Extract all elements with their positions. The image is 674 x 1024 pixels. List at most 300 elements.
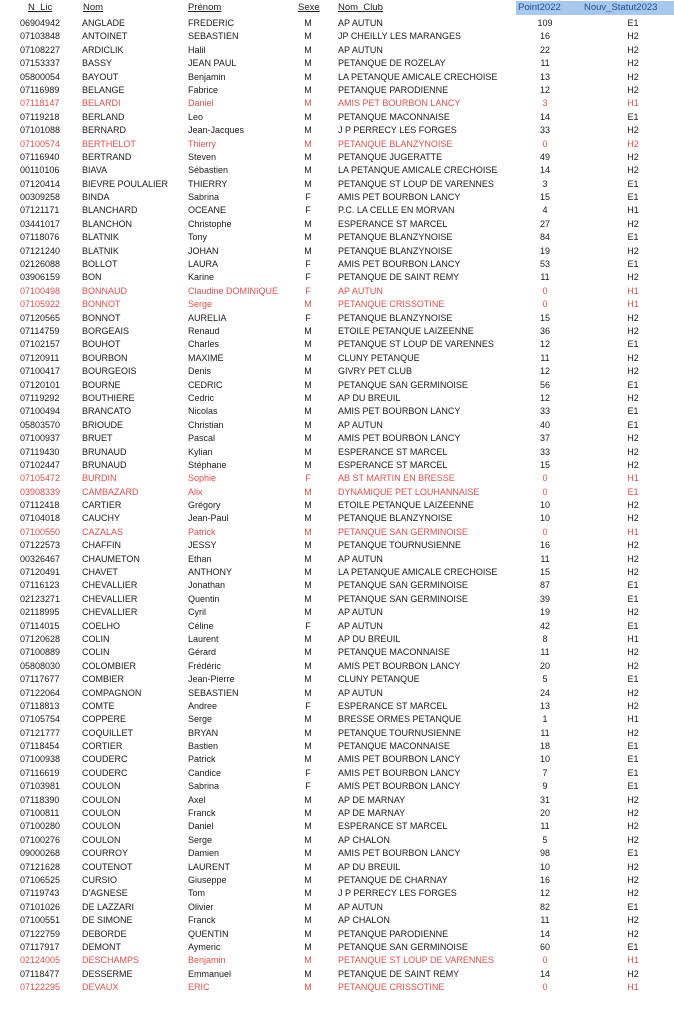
cell-club: ESPERANCE ST MARCEL	[338, 700, 448, 711]
cell-points: 82	[539, 901, 550, 912]
cell-club: ESPERANCE ST MARCEL	[338, 459, 448, 470]
cell-prenom: LAURENT	[188, 861, 231, 872]
cell-points: 24	[539, 687, 550, 698]
table-row	[0, 794, 674, 807]
cell-sexe: F	[305, 285, 311, 296]
cell-sexe: M	[304, 98, 312, 109]
table-row	[0, 325, 674, 338]
cell-prenom: Jean-Jacques	[188, 125, 245, 136]
cell-sexe: M	[304, 888, 312, 899]
cell-sexe: M	[304, 419, 312, 430]
cell-statut: E1	[627, 406, 639, 417]
header-sexe: Sexe	[298, 2, 320, 13]
cell-points: 8	[542, 633, 548, 644]
cell-points: 20	[539, 660, 550, 671]
cell-licence: 07100551	[20, 915, 61, 926]
cell-nom: CAMBAZARD	[82, 486, 139, 497]
cell-prenom: Leo	[188, 111, 204, 122]
cell-nom: DESCHAMPS	[82, 955, 140, 966]
cell-sexe: M	[304, 71, 312, 82]
cell-licence: 03908339	[20, 486, 61, 497]
cell-statut: H2	[627, 44, 639, 55]
cell-licence: 07100550	[20, 526, 61, 537]
cell-nom: BOLLOT	[82, 259, 118, 270]
table-row	[0, 767, 674, 780]
cell-nom: CAZALAS	[82, 526, 124, 537]
cell-nom: BONNAUD	[82, 285, 128, 296]
table-row	[0, 740, 674, 753]
cell-prenom: Serge	[188, 299, 213, 310]
cell-prenom: THIERRY	[188, 178, 228, 189]
cell-sexe: M	[304, 299, 312, 310]
cell-points: 0	[542, 473, 548, 484]
cell-nom: CORTIER	[82, 741, 123, 752]
cell-prenom: LAURA	[188, 259, 219, 270]
cell-club: AP DE MARNAY	[338, 808, 406, 819]
cell-points: 15	[539, 567, 550, 578]
cell-club: AP AUTUN	[338, 901, 383, 912]
cell-prenom: Daniel	[188, 98, 214, 109]
cell-sexe: M	[304, 901, 312, 912]
cell-club: AP AUTUN	[338, 553, 383, 564]
cell-nom: BORGEAIS	[82, 325, 130, 336]
cell-statut: H1	[627, 299, 639, 310]
cell-sexe: M	[304, 433, 312, 444]
cell-nom: BOURNE	[82, 379, 121, 390]
cell-points: 7	[542, 767, 548, 778]
cell-points: 87	[539, 580, 550, 591]
cell-points: 33	[539, 446, 550, 457]
cell-points: 11	[540, 352, 550, 363]
cell-club: PETANQUE PARODIENNE	[338, 928, 449, 939]
cell-points: 0	[542, 285, 548, 296]
cell-sexe: M	[304, 125, 312, 136]
cell-nom: COLOMBIER	[82, 660, 137, 671]
cell-sexe: M	[304, 928, 312, 939]
cell-nom: CAUCHY	[82, 513, 121, 524]
cell-points: 11	[540, 915, 550, 926]
cell-licence: 07118477	[20, 968, 60, 979]
cell-nom: BERTRAND	[82, 151, 132, 162]
cell-prenom: Jean-Paul	[188, 513, 229, 524]
cell-sexe: M	[304, 633, 312, 644]
cell-club: PETANQUE SAN GERMINOISE	[338, 526, 468, 537]
table-row	[0, 673, 674, 686]
cell-club: AMIS PET BOURBON LANCY	[338, 98, 461, 109]
cell-prenom: FREDERIC	[188, 18, 235, 28]
cell-licence: 07100889	[20, 647, 61, 658]
cell-nom: COELHO	[82, 620, 121, 631]
cell-statut: E1	[627, 593, 639, 604]
table-header	[0, 0, 674, 17]
cell-nom: BASSY	[82, 58, 113, 69]
table-body	[0, 17, 674, 995]
cell-prenom: Serge	[188, 834, 213, 845]
cell-nom: COMTE	[82, 700, 115, 711]
cell-nom: CHEVALLIER	[82, 607, 138, 618]
cell-nom: BOUHOT	[82, 339, 121, 350]
cell-sexe: M	[304, 366, 312, 377]
cell-prenom: Thierry	[188, 138, 217, 149]
cell-prenom: Cedric	[188, 392, 215, 403]
cell-points: 16	[539, 875, 550, 885]
cell-club: AP DU BREUIL	[338, 392, 401, 403]
cell-nom: BLATNIK	[82, 245, 119, 256]
cell-sexe: M	[304, 526, 312, 537]
cell-points: 13	[539, 71, 550, 82]
table-row	[0, 486, 674, 499]
cell-statut: H2	[627, 513, 639, 524]
cell-licence: 00309258	[20, 192, 61, 203]
cell-prenom: Gérard	[188, 647, 217, 658]
cell-nom: COPPERE	[82, 714, 127, 725]
cell-prenom: Alix	[188, 486, 203, 497]
cell-statut: H2	[627, 433, 639, 444]
cell-prenom: Nicolas	[188, 406, 218, 417]
cell-points: 12	[539, 366, 550, 377]
table-row	[0, 660, 674, 673]
cell-prenom: Tony	[188, 232, 208, 243]
table-row	[0, 379, 674, 392]
cell-prenom: Andree	[188, 700, 218, 711]
cell-points: 84	[539, 232, 550, 243]
cell-statut: H2	[627, 325, 639, 336]
cell-prenom: Cyril	[188, 607, 206, 618]
cell-prenom: Renaud	[188, 325, 220, 336]
table-row	[0, 218, 674, 231]
cell-prenom: SEBASTIEN	[188, 687, 239, 698]
cell-club: PETANQUE DE ROZELAY	[338, 58, 446, 69]
cell-club: ESPERANCE ST MARCEL	[338, 446, 448, 457]
cell-nom: DE LAZZARI	[82, 901, 135, 912]
cell-licence: 07121777	[20, 727, 61, 738]
table-row	[0, 713, 674, 726]
cell-prenom: Patrick	[188, 526, 216, 537]
cell-points: 10	[539, 861, 550, 872]
cell-nom: BLATNIK	[82, 232, 119, 243]
cell-licence: 07103981	[20, 781, 61, 792]
cell-club: AP AUTUN	[338, 687, 383, 698]
cell-prenom: Laurent	[188, 633, 219, 644]
cell-club: AP AUTUN	[338, 285, 383, 296]
cell-licence: 02126088	[20, 259, 61, 270]
cell-nom: COLIN	[82, 647, 110, 658]
cell-licence: 07119218	[20, 111, 60, 122]
table-row	[0, 44, 674, 57]
cell-sexe: F	[305, 205, 311, 216]
cell-licence: 07102447	[20, 459, 61, 470]
cell-licence: 07120414	[20, 178, 61, 189]
cell-prenom: Benjamin	[188, 71, 226, 82]
table-row	[0, 472, 674, 485]
cell-licence: 07120101	[20, 379, 61, 390]
cell-sexe: M	[304, 861, 312, 872]
cell-statut: E1	[627, 901, 639, 912]
cell-club: PETANQUE DE CHARNAY	[338, 875, 448, 885]
cell-nom: COUDERC	[82, 767, 128, 778]
cell-licence: 05800054	[20, 71, 61, 82]
cell-points: 19	[539, 245, 550, 256]
cell-club: PETANQUE CRISSOTINE	[338, 299, 445, 310]
cell-sexe: M	[304, 875, 312, 885]
cell-nom: COQUILLET	[82, 727, 134, 738]
cell-club: LA PETANQUE AMICALE CRECHOISE	[338, 567, 498, 578]
table-row	[0, 298, 674, 311]
cell-points: 3	[542, 98, 548, 109]
table-row	[0, 646, 674, 659]
cell-prenom: Tom	[188, 888, 206, 899]
cell-nom: BIAVA	[82, 165, 108, 176]
cell-points: 14	[539, 111, 550, 122]
cell-licence: 07118076	[20, 232, 60, 243]
table-row	[0, 633, 674, 646]
cell-sexe: M	[304, 968, 312, 979]
cell-licence: 07116940	[20, 151, 60, 162]
cell-prenom: Grégory	[188, 500, 221, 511]
cell-nom: BLANCHON	[82, 218, 133, 229]
cell-prenom: Sabrina	[188, 781, 220, 792]
cell-prenom: Karine	[188, 272, 215, 283]
cell-statut: E1	[627, 580, 639, 591]
cell-statut: E1	[627, 486, 639, 497]
cell-statut: H2	[627, 245, 639, 256]
table-row	[0, 753, 674, 766]
cell-statut: H2	[627, 647, 639, 658]
cell-statut: H2	[627, 540, 639, 551]
cell-nom: BINDA	[82, 192, 110, 203]
cell-sexe: M	[304, 151, 312, 162]
cell-club: AB ST MARTIN EN BRESSE	[338, 473, 455, 484]
cell-points: 42	[539, 620, 550, 631]
cell-prenom: JOHAN	[188, 245, 219, 256]
table-row	[0, 941, 674, 954]
cell-nom: BOURGEOIS	[82, 366, 137, 377]
cell-statut: H2	[627, 821, 639, 832]
cell-statut: H2	[627, 500, 639, 511]
cell-points: 0	[542, 486, 548, 497]
cell-statut: E1	[627, 754, 639, 765]
cell-statut: H2	[627, 352, 639, 363]
cell-statut: H2	[627, 888, 639, 899]
cell-sexe: M	[304, 808, 312, 819]
cell-points: 11	[540, 727, 550, 738]
cell-nom: CHEVALLIER	[82, 593, 138, 604]
cell-statut: H2	[627, 834, 639, 845]
cell-club: PETANQUE PARODIENNE	[338, 84, 449, 95]
cell-nom: DESSERME	[82, 968, 133, 979]
table-row	[0, 446, 674, 459]
cell-prenom: Steven	[188, 151, 217, 162]
cell-club: ETOILE PETANQUE LAIZEENNE	[338, 500, 474, 511]
cell-points: 27	[539, 218, 550, 229]
cell-nom: BRANCATO	[82, 406, 132, 417]
cell-points: 10	[539, 500, 550, 511]
table-row	[0, 124, 674, 137]
cell-licence: 07114759	[20, 325, 60, 336]
cell-statut: E1	[627, 111, 639, 122]
cell-statut: H2	[627, 138, 639, 149]
cell-nom: BERNARD	[82, 125, 127, 136]
cell-prenom: Christophe	[188, 218, 232, 229]
cell-licence: 07117677	[20, 674, 60, 685]
cell-sexe: F	[305, 192, 311, 203]
cell-licence: 07121240	[20, 245, 61, 256]
cell-club: PETANQUE ST LOUP DE VARENNES	[338, 339, 494, 350]
cell-points: 12	[539, 392, 550, 403]
cell-statut: H2	[627, 366, 639, 377]
cell-statut: E1	[627, 767, 639, 778]
cell-points: 9	[542, 781, 548, 792]
cell-licence: 07122295	[20, 982, 61, 993]
table-row	[0, 245, 674, 258]
cell-nom: DEBORDE	[82, 928, 127, 939]
cell-prenom: Claudine DOMINIQUE	[188, 285, 279, 296]
cell-prenom: BRYAN	[188, 727, 219, 738]
table-row	[0, 365, 674, 378]
cell-statut: H2	[627, 272, 639, 283]
cell-sexe: M	[304, 714, 312, 725]
cell-club: AMIS PET BOURBON LANCY	[338, 406, 461, 417]
table-row	[0, 526, 674, 539]
cell-points: 10	[539, 754, 550, 765]
cell-prenom: Sophie	[188, 473, 217, 484]
cell-nom: COMPAGNON	[82, 687, 142, 698]
table-row	[0, 727, 674, 740]
cell-statut: H2	[627, 861, 639, 872]
cell-club: AP DU BREUIL	[338, 633, 401, 644]
cell-statut: E1	[627, 848, 639, 859]
cell-sexe: M	[304, 674, 312, 685]
table-row	[0, 593, 674, 606]
cell-nom: BRUET	[82, 433, 113, 444]
cell-club: AP AUTUN	[338, 44, 383, 55]
cell-statut: E1	[627, 259, 639, 270]
cell-statut: H2	[627, 794, 639, 805]
cell-prenom: SEBASTIEN	[188, 31, 239, 42]
cell-nom: COULON	[82, 821, 121, 832]
table-row	[0, 432, 674, 445]
cell-statut: H2	[627, 165, 639, 176]
cell-nom: BELARDI	[82, 98, 121, 109]
cell-nom: COLIN	[82, 633, 110, 644]
cell-statut: H2	[627, 607, 639, 618]
cell-sexe: M	[304, 178, 312, 189]
cell-licence: 07100494	[20, 406, 61, 417]
cell-sexe: M	[304, 459, 312, 470]
cell-prenom: Céline	[188, 620, 214, 631]
table-row	[0, 954, 674, 967]
cell-club: AP CHALON	[338, 915, 390, 926]
cell-statut: H2	[627, 84, 639, 95]
cell-statut: H2	[627, 928, 639, 939]
cell-club: GIVRY PET CLUB	[338, 366, 413, 377]
cell-club: PETANQUE DE SAINT REMY	[338, 968, 460, 979]
table-row	[0, 968, 674, 981]
cell-sexe: M	[304, 821, 312, 832]
cell-sexe: M	[304, 406, 312, 417]
cell-sexe: M	[304, 486, 312, 497]
table-row	[0, 191, 674, 204]
cell-sexe: M	[304, 915, 312, 926]
cell-points: 5	[542, 834, 548, 845]
cell-licence: 07104018	[20, 513, 61, 524]
table-row	[0, 887, 674, 900]
cell-licence: 07118147	[20, 98, 60, 109]
cell-nom: BERTHELOT	[82, 138, 136, 149]
cell-nom: BLANCHARD	[82, 205, 138, 216]
cell-statut: H2	[627, 567, 639, 578]
table-row	[0, 687, 674, 700]
cell-points: 22	[539, 44, 550, 55]
cell-points: 0	[542, 982, 548, 993]
cell-club: CLUNY PETANQUE	[338, 352, 420, 363]
cell-licence: 07116989	[20, 84, 60, 95]
cell-statut: H2	[627, 58, 639, 69]
cell-sexe: M	[304, 500, 312, 511]
cell-nom: CURSIO	[82, 875, 118, 885]
cell-licence: 07100938	[20, 754, 61, 765]
cell-sexe: M	[304, 339, 312, 350]
cell-prenom: Giuseppe	[188, 875, 227, 885]
cell-sexe: M	[304, 567, 312, 578]
table-row	[0, 97, 674, 110]
table-row	[0, 312, 674, 325]
cell-points: 12	[539, 84, 550, 95]
cell-sexe: M	[304, 687, 312, 698]
cell-sexe: M	[304, 513, 312, 524]
header-club: Nom_Club	[338, 2, 383, 13]
cell-club: PETANQUE DE SAINT REMY	[338, 272, 460, 283]
table-row	[0, 178, 674, 191]
cell-sexe: M	[304, 58, 312, 69]
cell-club: AMIS PET BOURBON LANCY	[338, 781, 461, 792]
cell-points: 19	[539, 607, 550, 618]
cell-sexe: M	[304, 982, 312, 993]
cell-statut: E1	[627, 419, 639, 430]
cell-points: 15	[539, 459, 550, 470]
cell-prenom: Damien	[188, 848, 220, 859]
cell-points: 16	[539, 540, 550, 551]
cell-licence: 07116619	[20, 767, 60, 778]
cell-statut: E1	[627, 741, 639, 752]
cell-points: 60	[539, 941, 550, 952]
table-row	[0, 459, 674, 472]
cell-nom: COUTENOT	[82, 861, 133, 872]
cell-statut: E1	[627, 781, 639, 792]
cell-licence: 03441017	[20, 218, 61, 229]
table-row	[0, 553, 674, 566]
cell-statut: H2	[627, 151, 639, 162]
cell-prenom: Halil	[188, 44, 206, 55]
cell-sexe: M	[304, 660, 312, 671]
cell-points: 36	[539, 325, 550, 336]
cell-nom: CHEVALLIER	[82, 580, 138, 591]
cell-nom: BIEVRE POULALIER	[82, 178, 169, 189]
cell-club: CLUNY PETANQUE	[338, 674, 420, 685]
cell-sexe: F	[305, 473, 311, 484]
cell-prenom: Jean-Pierre	[188, 674, 235, 685]
cell-statut: H2	[627, 459, 639, 470]
cell-points: 15	[539, 192, 550, 203]
cell-licence: 07118813	[20, 700, 60, 711]
cell-licence: 02118995	[20, 607, 60, 618]
cell-points: 12	[539, 339, 550, 350]
cell-statut: E1	[627, 178, 639, 189]
cell-nom: COULON	[82, 834, 121, 845]
cell-nom: BON	[82, 272, 102, 283]
cell-licence: 07100574	[20, 138, 61, 149]
cell-prenom: Axel	[188, 794, 206, 805]
